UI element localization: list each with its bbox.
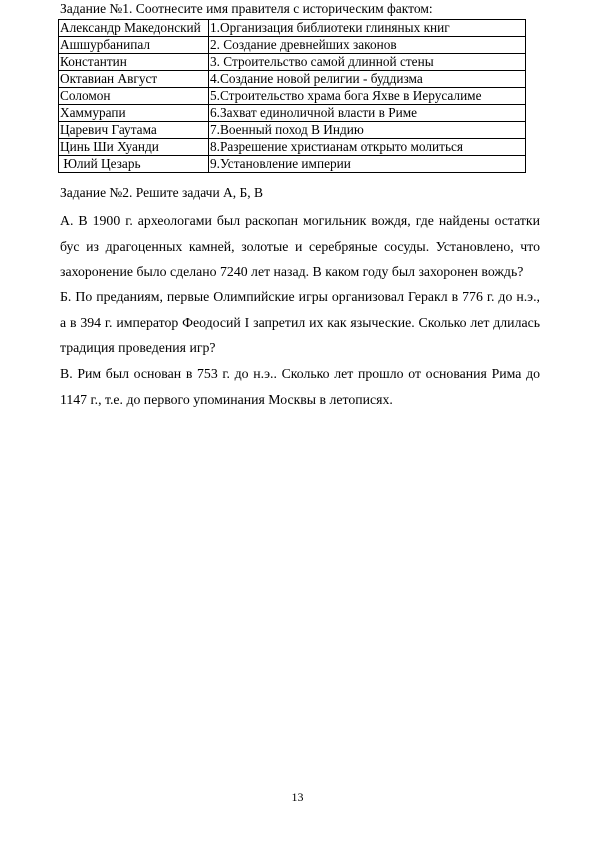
fact-cell: 5.Строительство храма бога Яхве в Иерусалиме	[209, 88, 526, 105]
task1-title: Задание №1. Соотнесите имя правителя с историческим фактом:	[60, 1, 433, 16]
fact-cell: 1.Организация библиотеки глиняных книг	[209, 20, 526, 37]
fact-cell: 4.Создание новой религии - буддизма	[209, 71, 526, 88]
fact-cell: 6.Захват единоличной власти в Риме	[209, 105, 526, 122]
table-row	[59, 71, 526, 88]
ruler-cell: Соломон	[59, 88, 209, 105]
problem-a: А. В 1900 г. археологами был раскопан могильник вождя, где найдены остатки бус из драгоценных камней, золотые и серебряные сосуды. Установлено, что захоронение было сделано 7240 лет назад. В каком году был захоронен вождь?	[60, 213, 540, 279]
ruler-cell: Цинь Ши Хуанди	[59, 139, 209, 156]
ruler-cell: Царевич Гаутама	[59, 122, 209, 139]
ruler-cell: Юлий Цезарь	[59, 156, 209, 173]
fact-cell: 2. Создание древнейших законов	[209, 37, 526, 54]
table-row	[59, 54, 526, 71]
ruler-cell: Октавиан Август	[59, 71, 209, 88]
ruler-cell: Александр Македонский	[59, 20, 209, 37]
task2-title: Задание №2. Решите задачи А, Б, В	[60, 185, 264, 200]
ruler-cell: Ашшурбанипал	[59, 37, 209, 54]
problem-b: Б. По преданиям, первые Олимпийские игры организовал Геракл в 776 г. до н.э., а в 394 г. император Феодосий I запретил их как языческие. Сколько лет длилась традиция проведения игр?	[60, 289, 540, 355]
fact-cell: 7.Военный поход В Индию	[209, 122, 526, 139]
page-number: 13	[291, 790, 304, 804]
ruler-cell: Хаммурапи	[59, 105, 209, 122]
ruler-cell: Константин	[59, 54, 209, 71]
fact-cell: 9.Установление империи	[209, 156, 526, 173]
table-row	[59, 20, 526, 37]
table-row	[59, 156, 526, 173]
problem-c: В. Рим был основан в 753 г. до н.э.. Сколько лет прошло от основания Рима до 1147 г., т.е. до первого упоминания Москвы в летописях.	[60, 366, 540, 407]
table-row	[59, 88, 526, 105]
matching-table	[58, 19, 526, 173]
table-row	[59, 37, 526, 54]
table-row	[59, 139, 526, 156]
table-row	[59, 122, 526, 139]
fact-cell: 8.Разрешение христианам открыто молиться	[209, 139, 526, 156]
table-row	[59, 105, 526, 122]
fact-cell: 3. Строительство самой длинной стены	[209, 54, 526, 71]
